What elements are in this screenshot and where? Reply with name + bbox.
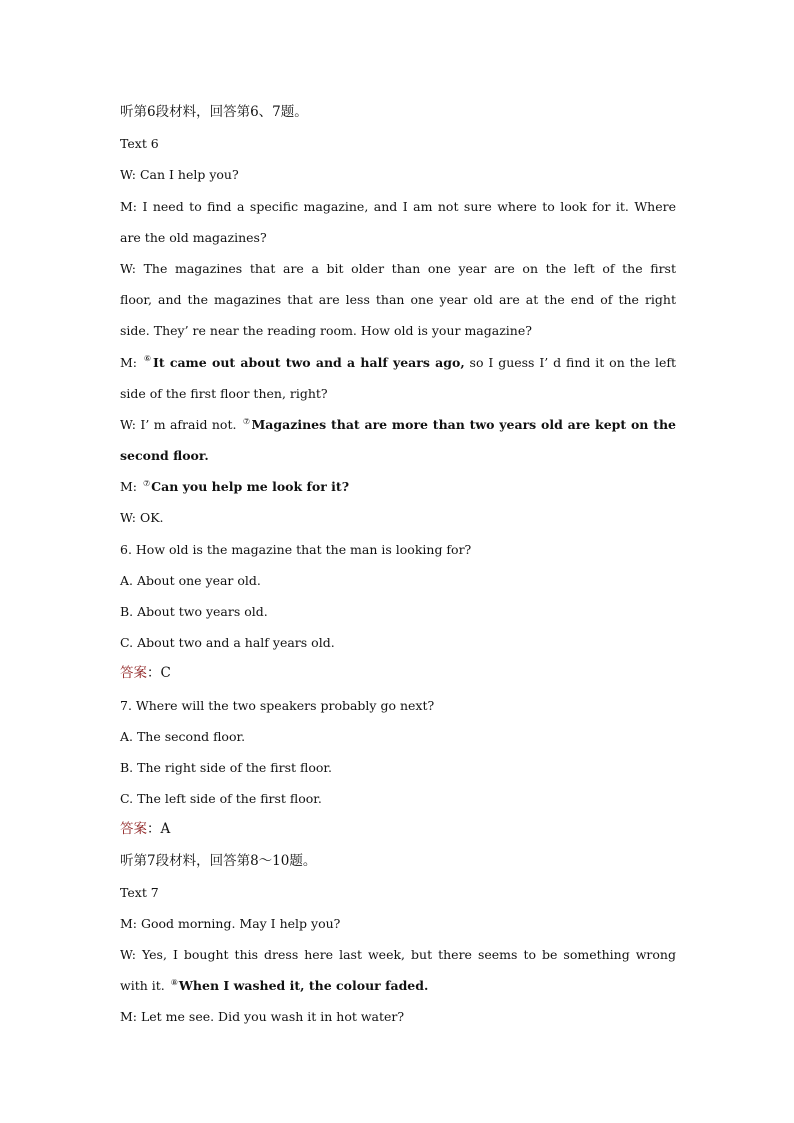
dialogue-line: W: Yes, I bought this dress here last week, but there seems to be something wrong xyxy=(120,947,676,963)
dialogue-line: floor, and the magazines that are less than one year old are at the end of the right xyxy=(120,292,676,308)
dialogue-line: second floor. xyxy=(120,448,209,464)
key-sentence: When I washed it, the colour faded. xyxy=(178,978,429,994)
answer-label: 答案 xyxy=(120,665,147,682)
answer-7 xyxy=(120,814,676,845)
dialogue-line xyxy=(120,471,676,502)
marker-8: ⑧ xyxy=(170,978,178,988)
key-sentence: It came out about two and a half years ago, xyxy=(152,354,465,370)
dialogue-line xyxy=(120,347,676,378)
document-page xyxy=(120,97,676,1033)
line-text: so I guess I’ d find it on the left xyxy=(464,354,676,370)
section-heading-6: 听第6段材料，回答第6、7题。 xyxy=(120,104,308,120)
option-b: B. The right side of the first floor. xyxy=(120,759,332,775)
dialogue-line: W: The magazines that are a bit older than one year are on the left of the first xyxy=(120,260,676,276)
option-a: A. The second floor. xyxy=(120,728,246,744)
speaker-label: M: xyxy=(120,354,142,370)
marker-7: ⑦ xyxy=(142,479,151,489)
key-sentence: Can you help me look for it? xyxy=(151,479,350,495)
marker-6: ⑥ xyxy=(143,354,152,364)
dialogue-line: W: Can I help you? xyxy=(120,167,239,183)
dialogue-line: M: I need to find a specific magazine, and I am not sure where to look for it. Where xyxy=(120,198,676,214)
marker-7: ⑦ xyxy=(242,416,251,426)
dialogue-line: M: Let me see. Did you wash it in hot water? xyxy=(120,1009,405,1025)
option-a: A. About one year old. xyxy=(120,572,261,588)
question-6: 6. How old is the magazine that the man is looking for? xyxy=(120,541,472,557)
dialogue-line xyxy=(120,970,676,1001)
answer-label: 答案 xyxy=(120,821,147,838)
dialogue-line: are the old magazines? xyxy=(120,229,267,245)
dialogue-line: side of the first floor then, right? xyxy=(120,385,328,401)
text-7-title: Text 7 xyxy=(120,884,159,900)
option-b: B. About two years old. xyxy=(120,604,268,619)
section-heading-7: 听第7段材料，回答第8～10题。 xyxy=(120,852,317,869)
speaker-label: M: xyxy=(120,479,141,495)
dialogue-line: W: OK. xyxy=(120,510,164,526)
dialogue-line xyxy=(120,409,676,440)
answer-6 xyxy=(120,658,676,689)
option-c: C. The left side of the first floor. xyxy=(120,791,322,807)
text-6-title: Text 6 xyxy=(120,136,159,152)
line-text: W: I’ m afraid not. xyxy=(120,416,241,432)
answer-value: ：C xyxy=(147,665,171,682)
dialogue-line: side. They’ re near the reading room. How old is your magazine? xyxy=(120,323,532,339)
answer-value: ：A xyxy=(147,821,171,838)
question-7: 7. Where will the two speakers probably go next? xyxy=(120,697,435,713)
key-sentence: Magazines that are more than two years old are kept on the xyxy=(251,416,676,432)
line-text: with it. xyxy=(120,978,169,994)
option-c: C. About two and a half years old. xyxy=(120,635,335,651)
dialogue-line: M: Good morning. May I help you? xyxy=(120,915,341,931)
